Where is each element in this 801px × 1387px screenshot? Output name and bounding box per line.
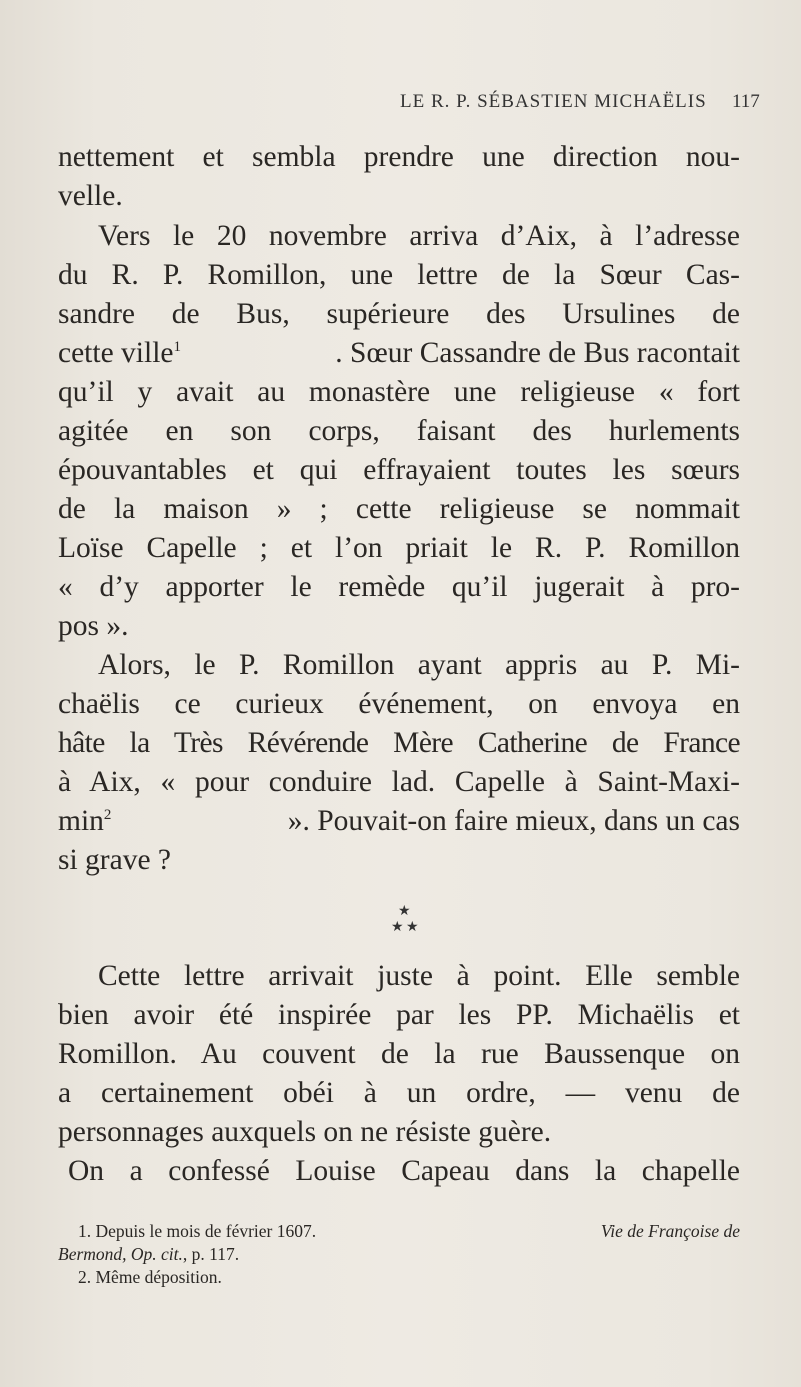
footnote-1-cont [58,1243,740,1265]
text-line: qu’il y avait au monastère une religieuse « fort [58,376,740,408]
text-fragment: cette ville [58,337,174,369]
footnote-source: Bermond, Op. cit. [58,1244,183,1264]
text-line: Loïse Capelle ; et l’on priait le R. P. Romillon [58,532,740,564]
footnote-ref: 2 [103,807,112,824]
text-fragment [58,335,181,371]
running-header: LE R. P. SÉBASTIEN MICHAËLIS [400,91,707,112]
text-line: pos ». [58,610,129,642]
star-icon: ★ [398,904,411,919]
footnote-text [78,1220,316,1242]
text-line: du R. P. Romillon, une lettre de la Sœur Cas- [58,259,740,291]
footnote-2 [78,1266,760,1288]
text-fragment [58,803,111,839]
text-fragment: . Sœur Cassandre de Bus racontait [335,337,740,369]
text-line: On a confessé Louise Capeau dans la chapelle [68,1155,740,1187]
text-line: Cette lettre arrivait juste à point. Elle semble [98,960,740,992]
star-icon: ★ [406,920,419,935]
text-line: Vers le 20 novembre arriva d’Aix, à l’adresse [98,220,740,252]
text-line-with-note [58,803,740,839]
footnote-source: Vie de Françoise de [600,1221,740,1241]
text-line: à Aix, « pour conduire lad. Capelle à Saint-Maxi- [58,766,740,798]
text-line: bien avoir été inspirée par les PP. Michaëlis et [58,999,740,1031]
text-line: velle. [58,180,123,212]
footnote-1 [78,1220,740,1242]
text-line: Romillon. Au couvent de la rue Baussenque on [58,1038,740,1070]
text-line: hâte la Très Révérende Mère Catherine de France [58,727,740,759]
text-fragment: ». Pouvait-on faire mieux, dans un cas [287,805,740,837]
text-line: si grave ? [58,844,172,876]
text-line: chaëlis ce curieux événement, on envoya en [58,688,740,720]
footnote-number: 1. [78,1221,92,1241]
page-number: 117 [732,91,760,112]
footnote-number: 2. [78,1267,92,1287]
text-line: a certainement obéi à un ordre, — venu de [58,1077,740,1109]
text-line: de la maison » ; cette religieuse se nommait [58,493,740,525]
text-line: sandre de Bus, supérieure des Ursulines de [58,298,740,330]
text-line: agitée en son corps, faisant des hurlements [58,415,740,447]
text-line-with-note [58,335,740,371]
text-line: personnages auxquels on ne résiste guère. [58,1116,552,1148]
footnote-text: , p. 117. [182,1244,240,1264]
star-icon: ★ [391,920,404,935]
text-line: « d’y apporter le remède qu’il jugerait à pro- [58,571,740,603]
text-line: épouvantables et qui effrayaient toutes les sœurs [58,454,740,486]
text-line: nettement et sembla prendre une direction nou- [58,141,740,173]
footnote-text: Même déposition. [95,1267,222,1287]
footnote-text: Depuis le mois de février 1607. [95,1221,317,1241]
footnote-ref: 1 [173,339,181,356]
text-line: Alors, le P. Romillon ayant appris au P. Mi- [98,649,740,681]
text-fragment: min [58,805,104,837]
